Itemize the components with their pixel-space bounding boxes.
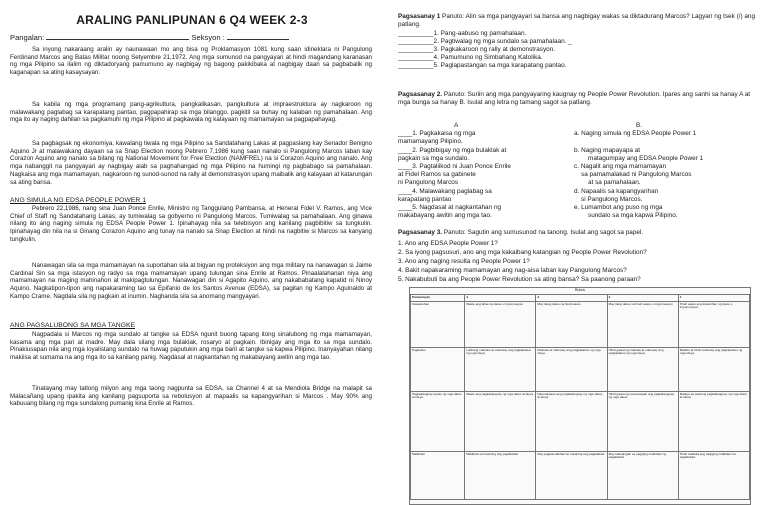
col-b-line: e. Lumambot ang puso ng mga: [574, 204, 663, 211]
col-a-line[interactable]: ____5. Nagdasal at nagkantahan ng: [398, 204, 502, 211]
rubric-cell: Hindi gaanong nauunawaan ang pagkakaugnay ng mga datos: [607, 391, 678, 451]
rubric-header: 4: [465, 295, 536, 302]
p1-item-1[interactable]: __________1. Pang-aabuso ng pamahalaan.: [398, 30, 527, 37]
intro-paragraph-3: Sa pagbagsak ng ekonomiya, kawalang tiwala ng mga Pilipino sa Sandatahang Lakas at pagpaslang kay Senador Benigno Aquino Jr at malawakang dayaan sa sa Snap Election noong Pebrero 7,1986 kung saan nanalo si Pangulong Marcos laban kay Corazon Aquino ang nanalo sa bilang ng National Movement for Free Election (NAMFREL) na si Corazon Aquino ang nanalo. Ang mga nabanggit na pangyayari ay nagbigay alab sa paghahangad ng mga Pilipino na humingi ng pagbabago sa pamahalaan. Nagkaisa ang mga mamamayan, nagkaroon ng sunod-sunod na rally at demonstrasyon upang maibalik ang kalayaan at katarungan sa ating bansa.: [10, 140, 372, 186]
rubric-cell: Malayo sa wastong pagkakaugnay ng mga datos at ideya: [678, 391, 749, 451]
pangalan-blank[interactable]: [46, 31, 189, 40]
rubric-header: 2: [607, 295, 678, 302]
rubric-cell: Pagkakaugnay-ugnay ng mga datos at ideya: [411, 391, 465, 451]
simula-paragraph-1: Pebrero 22,1986, nang sina Juan Ponce Enrile, Ministro ng Tanggulang Pambansa, at Heneral Fidel V. Ramos, ang Vice Chief of Staff ng Sandatahang Lakas, ay tumiwalag sa gobyerno ni Pangulong Marcos. Tumiwalag sa pamahalaan. Ang ginawa nilang ito ang naging simula ng EDSA People Power 1. Ipinahayag nila sa telebisyon ang kanilang pagbibitiw sa tungkulin. Ipinahayag din nila na si Ginang Corazon Aquino ang tunay na nanalo sa Snap Election at hindi na nagbitiw si Marcos sa kanyang tungkulin.: [10, 205, 372, 243]
col-b-line: b. Naging mapayapa at: [574, 147, 641, 154]
rubric-title: Rubric: [574, 288, 586, 292]
rubric-cell: Malinaw at mahusay ang pagkakabuo ng mga ideya: [536, 347, 607, 391]
rubric-table: [410, 294, 750, 500]
pagsasanay-1-instruction: Pagsasanay 1 Panuto: Alin sa mga pangyayari sa bansa ang nagbigay wakas sa diktadurang Marcos? Lagyan ng tsek (/) ang patlang.: [398, 13, 756, 28]
pagsalubong-paragraph-2: Tinatayang may tatlong milyon ang mga taong nagpunta sa EDSA, sa Channel 4 at sa Mendiola Bridge na malapit sa Malacañang upang ipakita ang kanilang pagsuporta sa rebolusyon at mapaalis sa kapangyarihan si Marcos . May 90% ang kabuuang bilang ng mga sundalong pumanig kina Enrile at Ramos.: [10, 385, 372, 408]
col-b-line: a. Naging simula ng EDSA People Power 1: [574, 130, 697, 137]
section-title-pagsalubong: ANG PAGSALUBONG SA MGA TANGKE: [10, 322, 136, 329]
rubric-cell: Pagkabuo: [411, 347, 465, 391]
p1-item-3[interactable]: __________3. Pagkakaroon ng rally at demonstrasyon.: [398, 46, 556, 53]
rubric-cell: Wasto ang lahat ng datos o impormasyon: [465, 301, 536, 347]
p3-question-3: 3. Ano ang naging resulta ng People Power 1?: [398, 258, 530, 265]
col-a-line[interactable]: ____3. Pagtaliikod ni Juan Ponce Enrile: [398, 163, 511, 170]
rubric-cell: May kakulangan sa pagiging malikhain ng paglalahad: [607, 451, 678, 499]
p3-question-1: 1. Ano ang EDSA People Power 1?: [398, 240, 498, 247]
rubric-table-image: [409, 287, 751, 505]
rubric-cell: Malabo at hindi mahusay ang pagkakabuo ng mga ideya: [678, 347, 749, 391]
seksyon-blank[interactable]: [227, 31, 289, 40]
intro-paragraph-1: Sa inyong nakaraang aralin ay naunawaan mo ang bisa ng Proklamasyon 1081 kung saan idineklara ni Pangulong Ferdinand Marcos ang Batas Militar noong Setyembre 21,1972. Ang mga sumunod na pangyayari at hindi magandang karanasan ng mga Pilipino sa ilalim ng diktadoryang pamumuno ay nagbigay ng bagong pakikibaka at nagbigay daan sa pagbabalik ng kaganapan sa ating kasaysayan.: [10, 46, 372, 77]
rubric-cell: May pagkamalikhain at masining ang paglalahad: [536, 451, 607, 499]
pagsasanay-2-instruction: Pagsasanay 2. Panuto: Suriin ang mga pangyayaring kaugnay ng People Power Revolution. Ipares ang sanhi sa hanay A at mga bunga sa hanay B. Isulat ang letra ng tamang sagot sa patlang.: [398, 91, 751, 106]
col-a-line: mamamayang Pilipino.: [398, 138, 463, 145]
rubric-header: Pamantayan: [411, 295, 465, 302]
col-b-line: d. Napaalis sa kapangyarihan: [574, 188, 659, 195]
pagsalubong-paragraph-1: Nagpadala si Marcos ng mga sundalo at tangke sa EDSA ngunit buong tapang itong sinalubong ng mga mamamayan, kasama ang mga pari at madre. May dala silang mga bulaklak, rosaryo at pagkain. Ibinigay ang mga ito sa mga sundalo. Pinakiusapan nila ang mga loyalistang sundalo na huwag paputukin ang mga baril at tangke sa kapwa Pilipino. Inanyayahan nilang makiisa at sumama na ang mga ito sa kanilang panig. Nagdasal at nagkantahan ng makabayang awitin ang mga tao.: [10, 331, 372, 362]
table-row: [411, 347, 750, 391]
col-a-line[interactable]: ____2. Pagbibigay ng mga bulaklak at: [398, 147, 507, 154]
p3-question-2: 2. Sa iyong pagsusuri, ano ang mga kakaibang katangian ng People Power Revolution?: [398, 249, 647, 256]
rubric-cell: May iilang datos na hindi wasto: [536, 301, 607, 347]
rubric-header: 3: [536, 295, 607, 302]
seksyon-label: Seksyon :: [191, 33, 225, 42]
col-b-line: c. Nagalit ang mga mamamayan: [574, 163, 666, 170]
rubric-cell: May ilang datos na hindi wasto o impormasyon: [607, 301, 678, 347]
rubric-cell: Wasto ang pagkakaugnay ng mga datos at ideya: [465, 391, 536, 451]
name-section-line: [10, 31, 289, 42]
col-a-line: at Fidel Ramos sa gabinete: [398, 171, 476, 178]
col-b-line: matagumpay ang EDSA People Power 1: [588, 155, 704, 162]
rubric-cell: Kawastuhan: [411, 301, 465, 347]
p3-question-5: 5. Nakabubuti ba ang People Power Revolution sa ating bansa? Sa paanong paraan?: [398, 276, 641, 283]
col-a-line[interactable]: ____4. Malawakang paglabag sa: [398, 188, 492, 195]
section-title-simula: ANG SIMULA NG EDSA PEOPLE POWER 1: [10, 197, 146, 204]
rubric-cell: Hindi gaanong malinaw at mahusay ang pagkakabuo ng mga ideya: [607, 347, 678, 391]
col-b-line: at sa pamahalaan.: [588, 179, 641, 186]
table-row: [411, 451, 750, 499]
pangalan-label: Pangalan:: [10, 33, 45, 42]
rubric-header: 1: [678, 295, 749, 302]
table-row: [411, 301, 750, 347]
rubric-cell: Malikhain: [411, 451, 465, 499]
col-a-line: ni Pangulong Marcos: [398, 179, 459, 186]
rubric-cell: Nauunawaan ang pagkakaugnay ng mga datos at ideya: [536, 391, 607, 451]
col-a-line[interactable]: ____1. Pagkakaisa ng mga: [398, 130, 476, 137]
rubric-cell: Hindi wasto ang karamihan ng datos o impormasyon: [678, 301, 749, 347]
intro-paragraph-2: Sa kabila ng mga programang pang-agrikultura, pangkalikasan, pangkultura at impraestruktura ay nagkaroon ng malawakang paglabag sa karapatang pantao, pagpapahirap sa mga bilanggo, pagkitil sa buhay ng kalaban ng pamahalaan. Ang mga ito ay naging dahilan sa pagkamuhi ng mga Pilipino at pagkawala ng kalayaan ng mamamayan sa pagpapahayag.: [10, 101, 372, 124]
rubric-cell: Malikhain at masining ang paglalahad: [465, 451, 536, 499]
table-row: [411, 391, 750, 451]
rubric-cell: Lubhang malinaw at mahusay ang pagkakabuo ng mga ideya: [465, 347, 536, 391]
col-a-line: karapatang pantao: [398, 196, 452, 203]
p1-item-4[interactable]: __________4. Pamumuno ng Simbahang Katolika.: [398, 54, 543, 61]
col-a-line: pagkain sa mga sundalo.: [398, 155, 470, 162]
col-b-line: sundalo sa mga kapwa Pilipino.: [588, 212, 678, 219]
col-a-line: makabayang awitin ang mga tao.: [398, 212, 492, 219]
p1-item-5[interactable]: __________5. Paglapastangan sa mga karapatang pantao.: [398, 62, 567, 69]
page-title: ARALING PANLIPUNAN 6 Q4 WEEK 2-3: [76, 13, 308, 27]
simula-paragraph-2: Nanawagan sila sa mga mamamayan na suportahan sila at bigyan ng proteksiyon ang mga military na nanawagan si Jaime Cardinal Sin sa mga istasyon ng radyo sa mga mamamayan upang tulungan sina Enrile at Ramos. Pinaalalahanan niya ang mamamayan na maging mahinahon at makipagtulungan. Nanawagan din si Agapito Aquino, ang nakababatang kapatid ni Ninoy Aquino. Nagkatipon-tipon ang napakaraming tao sa Epifanio de los Santos Avenue (EDSA), sa pagitan ng Kampo Aguinaldo at Kampo Crame. Nagdala sila ng pagkain at inumin. Naghanda sila sa anomang mangyayari.: [10, 262, 372, 300]
col-b-line: sa pamamalakad ni Pangulong Marcos: [581, 171, 692, 178]
rubric-cell: Hindi makikita ang pagiging malikhain sa paglalahad: [678, 451, 749, 499]
column-a-header: A: [454, 122, 459, 129]
pagsasanay-3-instruction: Pagsasanay 3. Panuto: Sagutin ang sumusunod na tanong. Isulat ang sagot sa papel.: [398, 229, 644, 236]
p1-item-2[interactable]: __________2. Pagtiwalag ng mga sundalo sa pamahalaan. _: [398, 38, 572, 45]
col-b-line: si Pangulong Marcos.: [581, 196, 643, 203]
p3-question-4: 4. Bakit napakaraming mamamayan ang nag-aisa laban kay Pangulong Marcos?: [398, 267, 627, 274]
column-b-header: B.: [636, 122, 643, 129]
